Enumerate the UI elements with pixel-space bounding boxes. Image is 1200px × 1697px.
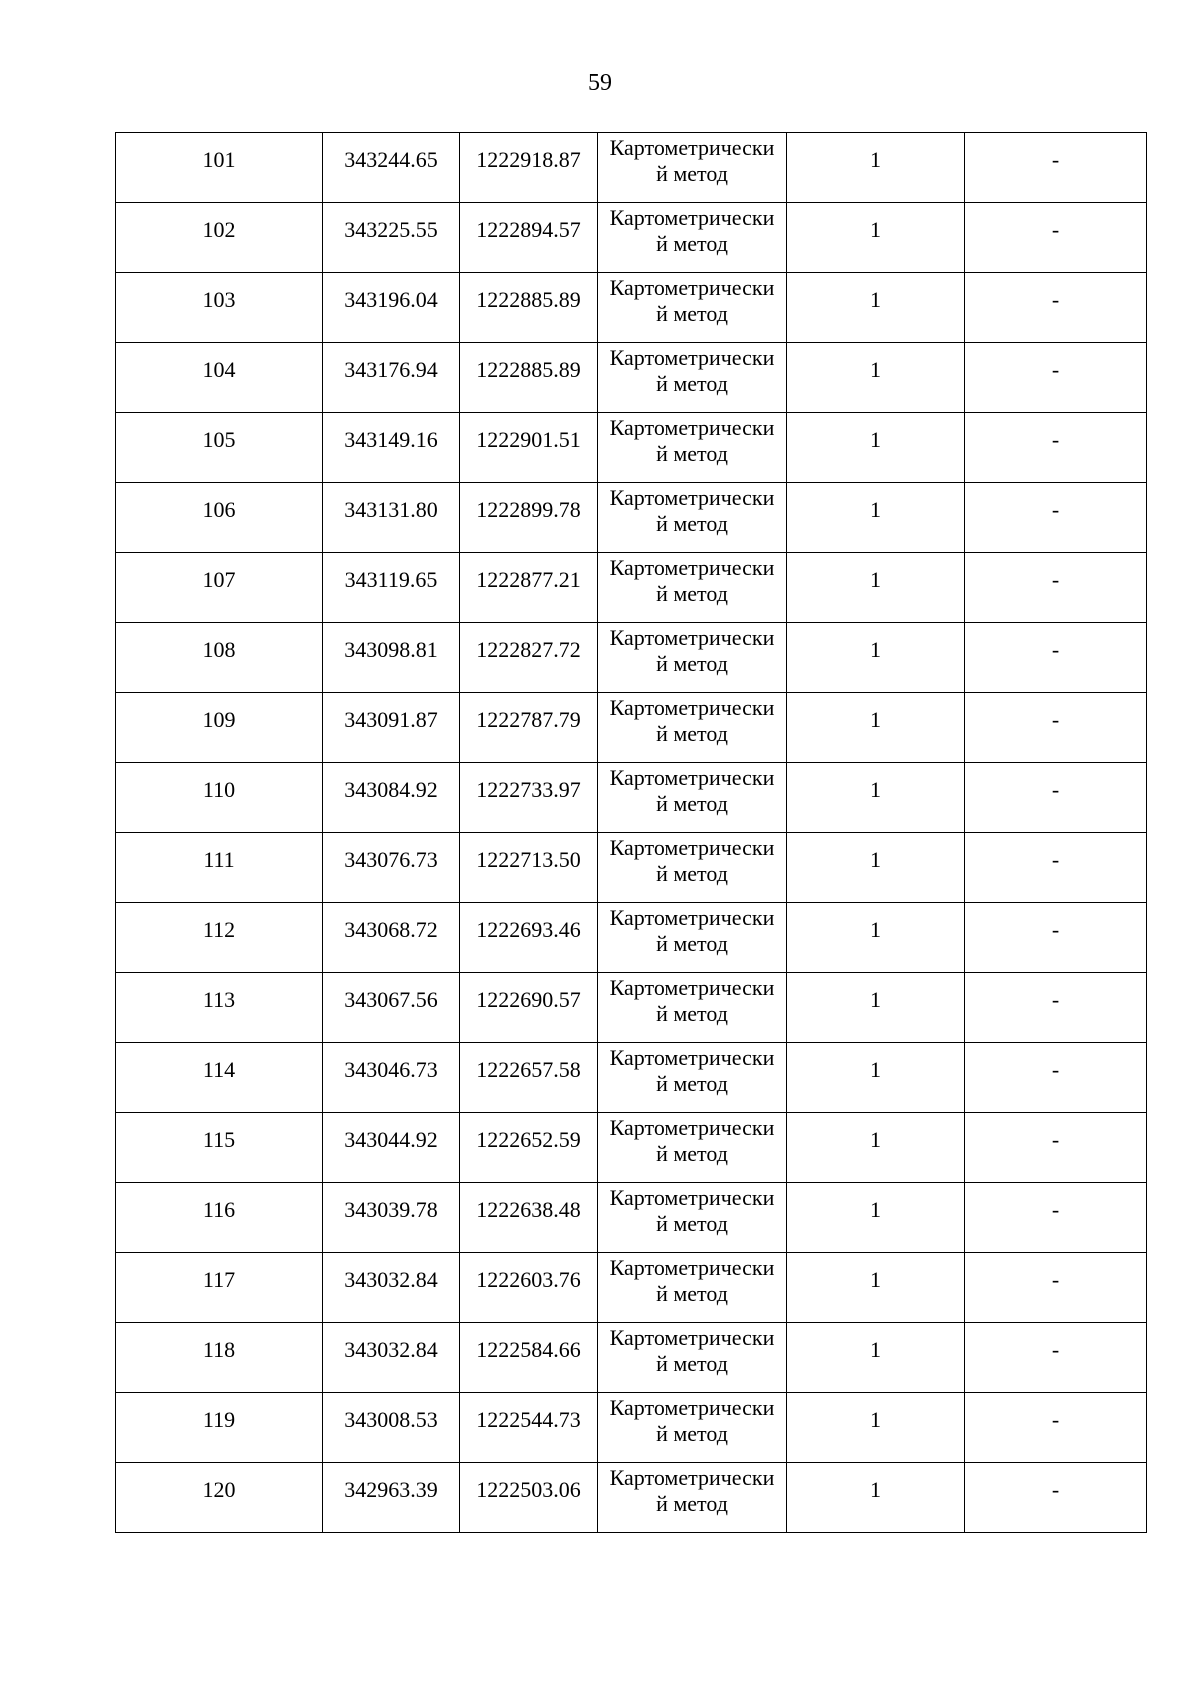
method-cell: [598, 623, 787, 693]
accuracy-cell: 1: [787, 1253, 965, 1323]
method-text-line-2: й метод: [656, 651, 728, 676]
method-text-line-2: й метод: [656, 231, 728, 256]
method-text-line-2: й метод: [656, 721, 728, 746]
accuracy-cell: 1: [787, 833, 965, 903]
note-cell: -: [965, 1463, 1147, 1533]
point-number-cell: 118: [116, 1323, 323, 1393]
y-coordinate-cell: 1222787.79: [460, 693, 598, 763]
point-number-cell: 101: [116, 133, 323, 203]
point-number-cell: 103: [116, 273, 323, 343]
table-row: [116, 413, 1147, 483]
table-row: [116, 903, 1147, 973]
method-cell: [598, 483, 787, 553]
accuracy-cell: 1: [787, 1323, 965, 1393]
point-number-cell: 112: [116, 903, 323, 973]
note-cell: -: [965, 483, 1147, 553]
accuracy-cell: 1: [787, 903, 965, 973]
method-text-line-1: Картометрически: [609, 205, 775, 230]
note-cell: -: [965, 553, 1147, 623]
method-cell: [598, 833, 787, 903]
x-coordinate-cell: 343084.92: [323, 763, 460, 833]
x-coordinate-cell: 342963.39: [323, 1463, 460, 1533]
method-text-line-1: Картометрически: [609, 345, 775, 370]
table-row: [116, 273, 1147, 343]
method-cell: [598, 693, 787, 763]
accuracy-cell: 1: [787, 413, 965, 483]
table-row: [116, 693, 1147, 763]
point-number-cell: 110: [116, 763, 323, 833]
x-coordinate-cell: 343091.87: [323, 693, 460, 763]
point-number-cell: 111: [116, 833, 323, 903]
y-coordinate-cell: 1222899.78: [460, 483, 598, 553]
method-text-line-1: Картометрически: [609, 1185, 775, 1210]
y-coordinate-cell: 1222885.89: [460, 343, 598, 413]
x-coordinate-cell: 343119.65: [323, 553, 460, 623]
note-cell: -: [965, 1253, 1147, 1323]
point-number-cell: 113: [116, 973, 323, 1043]
y-coordinate-cell: 1222693.46: [460, 903, 598, 973]
accuracy-cell: 1: [787, 973, 965, 1043]
y-coordinate-cell: 1222918.87: [460, 133, 598, 203]
method-cell: [598, 413, 787, 483]
y-coordinate-cell: 1222652.59: [460, 1113, 598, 1183]
accuracy-cell: 1: [787, 693, 965, 763]
method-cell: [598, 1323, 787, 1393]
method-text-line-2: й метод: [656, 1421, 728, 1446]
note-cell: -: [965, 343, 1147, 413]
point-number-cell: 104: [116, 343, 323, 413]
note-cell: -: [965, 133, 1147, 203]
note-cell: -: [965, 1323, 1147, 1393]
table-row: [116, 133, 1147, 203]
method-text-line-1: Картометрически: [609, 905, 775, 930]
method-text-line-2: й метод: [656, 1001, 728, 1026]
coordinates-table: [115, 132, 1147, 1533]
method-text-line-2: й метод: [656, 371, 728, 396]
table-row: [116, 1393, 1147, 1463]
y-coordinate-cell: 1222690.57: [460, 973, 598, 1043]
x-coordinate-cell: 343044.92: [323, 1113, 460, 1183]
method-text-line-1: Картометрически: [609, 1115, 775, 1140]
note-cell: -: [965, 1043, 1147, 1113]
table-row: [116, 623, 1147, 693]
method-text-line-2: й метод: [656, 301, 728, 326]
x-coordinate-cell: 343067.56: [323, 973, 460, 1043]
method-text-line-2: й метод: [656, 791, 728, 816]
accuracy-cell: 1: [787, 623, 965, 693]
point-number-cell: 102: [116, 203, 323, 273]
method-text-line-1: Картометрически: [609, 835, 775, 860]
note-cell: -: [965, 903, 1147, 973]
x-coordinate-cell: 343032.84: [323, 1253, 460, 1323]
x-coordinate-cell: 343149.16: [323, 413, 460, 483]
table-row: [116, 763, 1147, 833]
x-coordinate-cell: 343244.65: [323, 133, 460, 203]
x-coordinate-cell: 343008.53: [323, 1393, 460, 1463]
method-cell: [598, 1183, 787, 1253]
point-number-cell: 108: [116, 623, 323, 693]
table-row: [116, 1113, 1147, 1183]
method-text-line-1: Картометрически: [609, 1395, 775, 1420]
accuracy-cell: 1: [787, 553, 965, 623]
method-text-line-1: Картометрически: [609, 1325, 775, 1350]
table-body: [116, 133, 1147, 1533]
point-number-cell: 115: [116, 1113, 323, 1183]
x-coordinate-cell: 343076.73: [323, 833, 460, 903]
point-number-cell: 114: [116, 1043, 323, 1113]
note-cell: -: [965, 1393, 1147, 1463]
note-cell: -: [965, 1113, 1147, 1183]
table-row: [116, 203, 1147, 273]
method-cell: [598, 973, 787, 1043]
method-text-line-2: й метод: [656, 1071, 728, 1096]
table-row: [116, 343, 1147, 413]
method-cell: [598, 273, 787, 343]
accuracy-cell: 1: [787, 1393, 965, 1463]
x-coordinate-cell: 343068.72: [323, 903, 460, 973]
table-row: [116, 1183, 1147, 1253]
method-text-line-2: й метод: [656, 931, 728, 956]
method-text-line-1: Картометрически: [609, 555, 775, 580]
y-coordinate-cell: 1222584.66: [460, 1323, 598, 1393]
method-text-line-1: Картометрически: [609, 695, 775, 720]
table-row: [116, 483, 1147, 553]
y-coordinate-cell: 1222657.58: [460, 1043, 598, 1113]
table-row: [116, 1463, 1147, 1533]
note-cell: -: [965, 833, 1147, 903]
method-cell: [598, 903, 787, 973]
note-cell: -: [965, 1183, 1147, 1253]
point-number-cell: 116: [116, 1183, 323, 1253]
y-coordinate-cell: 1222603.76: [460, 1253, 598, 1323]
method-text-line-2: й метод: [656, 1351, 728, 1376]
x-coordinate-cell: 343046.73: [323, 1043, 460, 1113]
y-coordinate-cell: 1222827.72: [460, 623, 598, 693]
method-text-line-2: й метод: [656, 861, 728, 886]
method-cell: [598, 1393, 787, 1463]
method-cell: [598, 1113, 787, 1183]
point-number-cell: 105: [116, 413, 323, 483]
y-coordinate-cell: 1222733.97: [460, 763, 598, 833]
method-cell: [598, 763, 787, 833]
y-coordinate-cell: 1222901.51: [460, 413, 598, 483]
x-coordinate-cell: 343196.04: [323, 273, 460, 343]
x-coordinate-cell: 343176.94: [323, 343, 460, 413]
method-text-line-2: й метод: [656, 1491, 728, 1516]
y-coordinate-cell: 1222894.57: [460, 203, 598, 273]
table-row: [116, 1043, 1147, 1113]
method-cell: [598, 343, 787, 413]
note-cell: -: [965, 763, 1147, 833]
method-cell: [598, 1253, 787, 1323]
method-text-line-1: Картометрически: [609, 415, 775, 440]
note-cell: -: [965, 413, 1147, 483]
note-cell: -: [965, 273, 1147, 343]
note-cell: -: [965, 693, 1147, 763]
table-row: [116, 553, 1147, 623]
method-text-line-2: й метод: [656, 1211, 728, 1236]
x-coordinate-cell: 343032.84: [323, 1323, 460, 1393]
method-text-line-2: й метод: [656, 161, 728, 186]
method-text-line-1: Картометрически: [609, 485, 775, 510]
x-coordinate-cell: 343039.78: [323, 1183, 460, 1253]
method-text-line-1: Картометрически: [609, 1255, 775, 1280]
note-cell: -: [965, 973, 1147, 1043]
accuracy-cell: 1: [787, 1463, 965, 1533]
method-text-line-1: Картометрически: [609, 765, 775, 790]
method-text-line-2: й метод: [656, 581, 728, 606]
method-text-line-1: Картометрически: [609, 135, 775, 160]
method-cell: [598, 1463, 787, 1533]
table-row: [116, 833, 1147, 903]
note-cell: -: [965, 623, 1147, 693]
method-text-line-2: й метод: [656, 1281, 728, 1306]
method-text-line-1: Картометрически: [609, 975, 775, 1000]
y-coordinate-cell: 1222713.50: [460, 833, 598, 903]
point-number-cell: 107: [116, 553, 323, 623]
accuracy-cell: 1: [787, 343, 965, 413]
y-coordinate-cell: 1222638.48: [460, 1183, 598, 1253]
accuracy-cell: 1: [787, 133, 965, 203]
accuracy-cell: 1: [787, 203, 965, 273]
method-text-line-1: Картометрически: [609, 1045, 775, 1070]
accuracy-cell: 1: [787, 1113, 965, 1183]
x-coordinate-cell: 343098.81: [323, 623, 460, 693]
method-text-line-1: Картометрически: [609, 1465, 775, 1490]
method-cell: [598, 203, 787, 273]
method-cell: [598, 133, 787, 203]
point-number-cell: 106: [116, 483, 323, 553]
table-row: [116, 1323, 1147, 1393]
y-coordinate-cell: 1222877.21: [460, 553, 598, 623]
point-number-cell: 120: [116, 1463, 323, 1533]
y-coordinate-cell: 1222503.06: [460, 1463, 598, 1533]
method-text-line-2: й метод: [656, 511, 728, 536]
y-coordinate-cell: 1222885.89: [460, 273, 598, 343]
note-cell: -: [965, 203, 1147, 273]
accuracy-cell: 1: [787, 273, 965, 343]
accuracy-cell: 1: [787, 483, 965, 553]
method-text-line-2: й метод: [656, 1141, 728, 1166]
method-text-line-2: й метод: [656, 441, 728, 466]
point-number-cell: 119: [116, 1393, 323, 1463]
x-coordinate-cell: 343131.80: [323, 483, 460, 553]
table-row: [116, 973, 1147, 1043]
method-text-line-1: Картометрически: [609, 275, 775, 300]
accuracy-cell: 1: [787, 1183, 965, 1253]
accuracy-cell: 1: [787, 1043, 965, 1113]
point-number-cell: 117: [116, 1253, 323, 1323]
page-number: 59: [588, 70, 612, 96]
x-coordinate-cell: 343225.55: [323, 203, 460, 273]
y-coordinate-cell: 1222544.73: [460, 1393, 598, 1463]
method-text-line-1: Картометрически: [609, 625, 775, 650]
method-cell: [598, 1043, 787, 1113]
table-row: [116, 1253, 1147, 1323]
point-number-cell: 109: [116, 693, 323, 763]
method-cell: [598, 553, 787, 623]
accuracy-cell: 1: [787, 763, 965, 833]
